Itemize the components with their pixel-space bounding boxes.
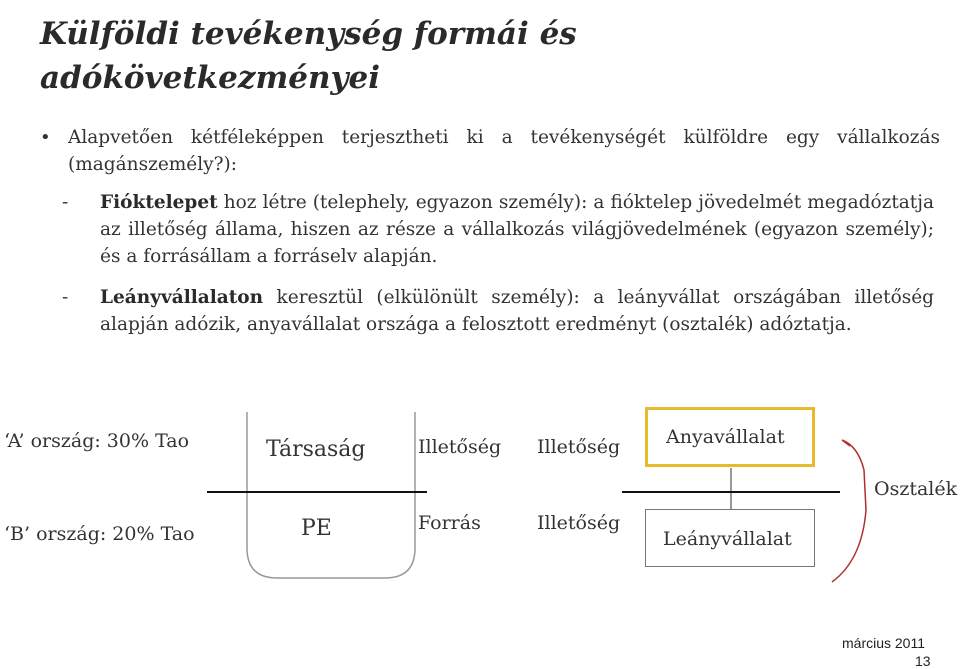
illetoseg-label-1: Illetőség [418, 436, 502, 458]
item-leanyvallalat-rest: keresztül (elkülönült személy): a leányvállat országában illetőség alapján adózik, anyavállalat országa a felosztott eredményt (osztalék) adóztatja. [100, 287, 934, 335]
dash-marker: - [62, 287, 69, 308]
dash-marker: - [62, 192, 69, 213]
country-b-label: ‘B’ ország: 20% Tao [4, 523, 195, 545]
illetoseg-label-2: Illetőség [537, 436, 621, 458]
osztalek-bracket [832, 440, 866, 582]
title-line-1: Külföldi tevékenység formái és [40, 16, 577, 52]
footer-date: március 2011 [842, 635, 926, 651]
country-a-label: ‘A’ ország: 30% Tao [4, 430, 190, 452]
item-fioktelep-rest: hoz létre (telephely, egyazon személy): a fióktelep jövedelmét megadóztatja az illetőség állama, hiszen az része a vállalkozás világjövedelmének (egyazon személy); és a forrásállam a forráselv alapján. [100, 192, 934, 267]
page-number: 13 [915, 653, 931, 669]
osztalek-label: Osztalék [874, 478, 958, 500]
tarsasag-label: Társaság [266, 437, 366, 462]
bullet-icon: • [40, 127, 51, 148]
intro-text: Alapvetően kétféleképpen terjesztheti ki a tevékenységét külföldre egy vállalkozás (magánszemély?): [68, 127, 940, 175]
separator-line-right [622, 491, 840, 493]
pe-label: PE [301, 516, 332, 541]
anyavallalat-label: Anyavállalat [666, 426, 785, 448]
illetoseg-label-3: Illetőség [537, 512, 621, 534]
item-fioktelep-bold: Fióktelepet [100, 192, 218, 213]
leanyvallalat-label: Leányvállalat [663, 528, 792, 550]
title-line-2: adókövetkezményei [40, 60, 381, 96]
item-leanyvallalat-bold: Leányvállalaton [100, 287, 264, 308]
forras-label: Forrás [418, 512, 481, 534]
separator-line-left [207, 491, 427, 493]
